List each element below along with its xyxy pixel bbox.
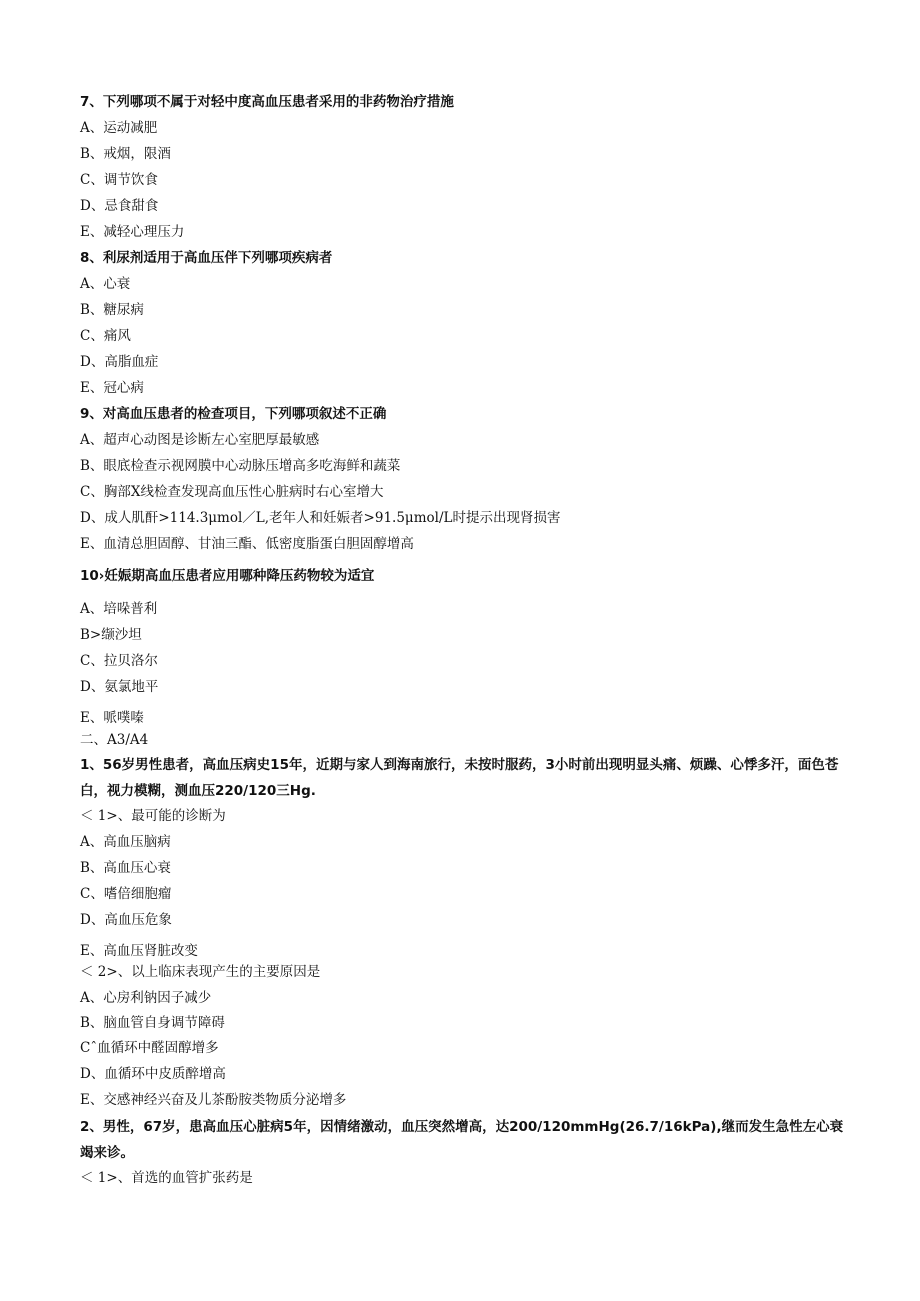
q8-option-d: D、高脂血症: [80, 354, 159, 370]
q7-option-b: B、戒烟，限酒: [80, 146, 171, 162]
question-10-title: 10›妊娠期高血压患者应用哪种降压药物较为适宜: [80, 568, 375, 584]
section-heading: 二、A3/A4: [80, 732, 149, 748]
question-7-title: 7、下列哪项不属于对轻中度高血压患者采用的非药物治疗措施: [80, 94, 454, 110]
case-1-title: 1、56岁男性患者，高血压病史15年，近期与家人到海南旅行，未按时服药，3小时前出现明显头痛、烦躁、心悸多汗，面色苍白，视力模糊，测血压220/120三Hg.: [80, 757, 839, 799]
case-2-title: 2、男性，67岁，患高血压心脏病5年，因情绪激动，血压突然增高，达200/120mmHg(26.7/16kPa),继而发生急性左心衰竭来诊。: [80, 1119, 844, 1161]
q10-option-c: C、拉贝洛尔: [80, 653, 158, 669]
q7-option-e: E、减轻心理压力: [80, 224, 185, 240]
q8-option-c: C、痛风: [80, 328, 131, 344]
case2-sub1-title: ＜ 1>、首选的血管扩张药是: [80, 1170, 253, 1186]
q10-option-b: B>缬沙坦: [80, 627, 142, 643]
case1-sub2-option-a: A、心房利钠因子减少: [80, 990, 212, 1006]
case1-sub1-title: ＜ 1>、最可能的诊断为: [80, 808, 226, 824]
question-8-title: 8、利尿剂适用于高血压伴下列哪项疾病者: [80, 250, 333, 266]
q10-option-d: D、氨氯地平: [80, 679, 159, 695]
case1-sub1-option-d: D、高血压危象: [80, 912, 172, 928]
case1-sub2-option-e: E、交感神经兴奋及儿茶酚胺类物质分泌增多: [80, 1092, 347, 1108]
q9-option-d: D、成人肌酐>114.3μmol／L,老年人和妊娠者>91.5μmol/L时提示出现肾损害: [80, 510, 561, 526]
case1-sub2-title: ＜ 2>、以上临床表现产生的主要原因是: [80, 964, 321, 980]
q10-option-e: E、哌噗嗪: [80, 710, 144, 726]
q9-option-b: B、眼底检查示视网膜中心动脉压增高多吃海鲜和蔬菜: [80, 458, 401, 474]
q9-option-c: C、胸部X线检查发现高血压性心脏病时右心室增大: [80, 484, 384, 500]
q8-option-a: A、心衰: [80, 276, 131, 292]
q7-option-a: A、运动减肥: [80, 120, 158, 136]
q7-option-d: D、忌食甜食: [80, 198, 159, 214]
case1-sub1-option-e: E、高血压肾脏改变: [80, 943, 198, 959]
case1-sub1-option-c: C、嗜倍细胞瘤: [80, 886, 172, 902]
case1-sub2-option-b: B、脑血管自身调节障碍: [80, 1015, 225, 1031]
q7-option-c: C、调节饮食: [80, 172, 158, 188]
q9-option-e: E、血清总胆固醇、甘油三酯、低密度脂蛋白胆固醇增高: [80, 536, 414, 552]
case1-sub1-option-a: A、高血压脑病: [80, 834, 171, 850]
q10-option-a: A、培哚普利: [80, 601, 158, 617]
q8-option-e: E、冠心病: [80, 380, 144, 396]
q9-option-a: A、超声心动图是诊断左心室肥厚最敏感: [80, 432, 320, 448]
question-9-title: 9、对高血压患者的检查项目，下列哪项叙述不正确: [80, 406, 387, 422]
case1-sub2-option-c: Cˆ血循环中醛固醇增多: [80, 1040, 219, 1056]
case1-sub1-option-b: B、高血压心衰: [80, 860, 171, 876]
case1-sub2-option-d: D、血循环中皮质醉增高: [80, 1066, 226, 1082]
q8-option-b: B、糖尿病: [80, 302, 144, 318]
